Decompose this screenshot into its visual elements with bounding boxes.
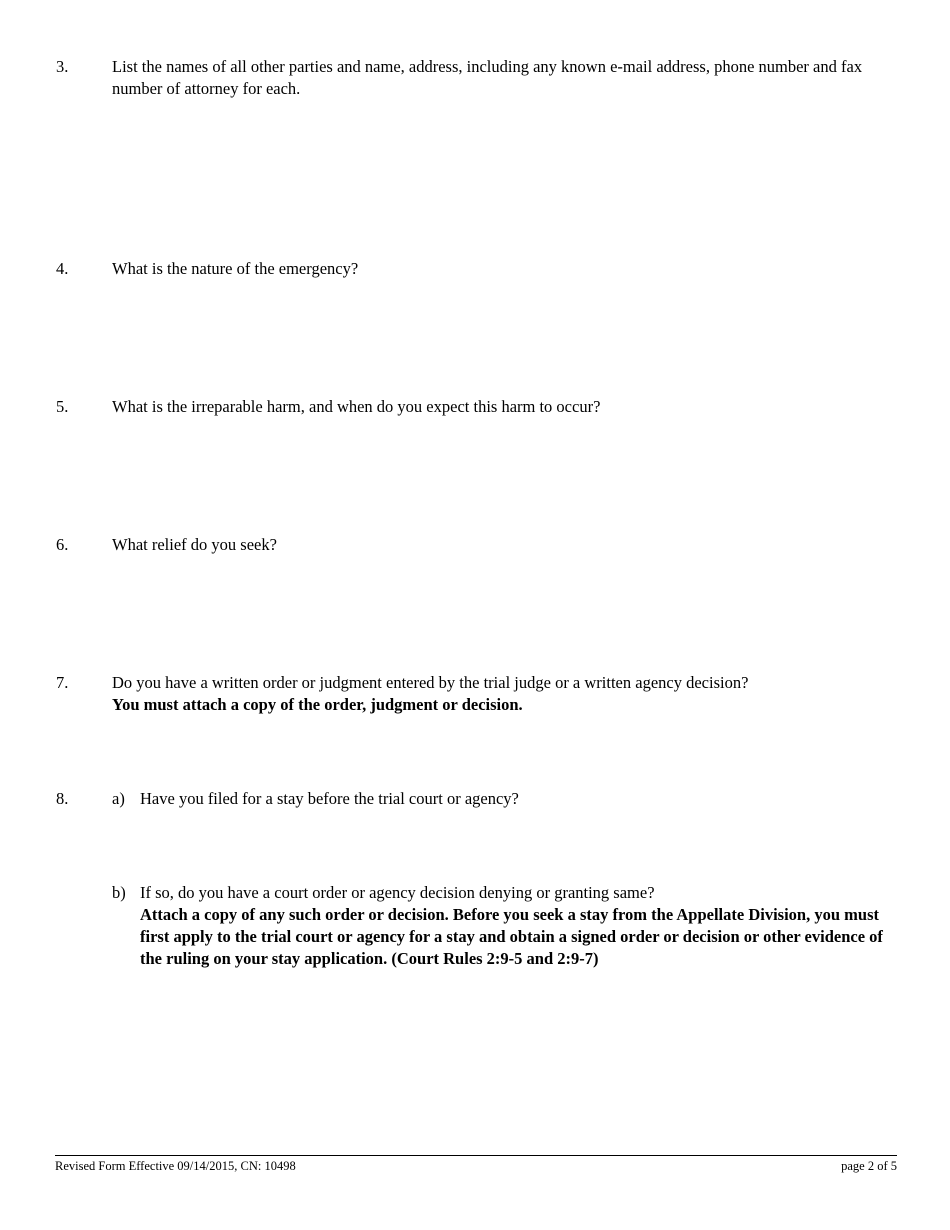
sub-letter: b) [112,883,126,902]
footer-revision: Revised Form Effective 09/14/2015, CN: 10498 [55,1159,296,1173]
sub-letter: a) [112,789,125,808]
footer-page-number: page 2 of 5 [841,1159,897,1173]
question-number: 6. [56,535,69,554]
question-number: 5. [56,397,69,416]
question-text: What relief do you seek? [112,535,277,554]
question-number: 7. [56,673,69,692]
question-number: 4. [56,259,69,278]
question-body [112,672,896,716]
question-number: 8. [56,789,69,808]
page-footer [55,1155,897,1173]
sub-body [140,882,892,970]
question-text: List the names of all other parties and name, address, including any known e-mail address, phone number and fax number of attorney for each. [112,57,863,98]
question-text: What is the irreparable harm, and when do you expect this harm to occur? [112,397,601,416]
sub-text: If so, do you have a court order or agency decision denying or granting same? [140,883,655,902]
sub-text: Have you filed for a stay before the trial court or agency? [140,789,519,808]
question-number: 3. [56,57,69,76]
question-text: Do you have a written order or judgment entered by the trial judge or a written agency decision? [112,673,749,692]
sub-note: Attach a copy of any such order or decision. Before you seek a stay from the Appellate Division, you must first apply to the trial court or agency for a stay and obtain a signed order or decision or other evidence of the ruling on your stay application. (Court Rules 2:9-5 and 2:9-7) [140,905,883,968]
question-note: You must attach a copy of the order, judgment or decision. [112,695,523,714]
question-text: What is the nature of the emergency? [112,259,359,278]
